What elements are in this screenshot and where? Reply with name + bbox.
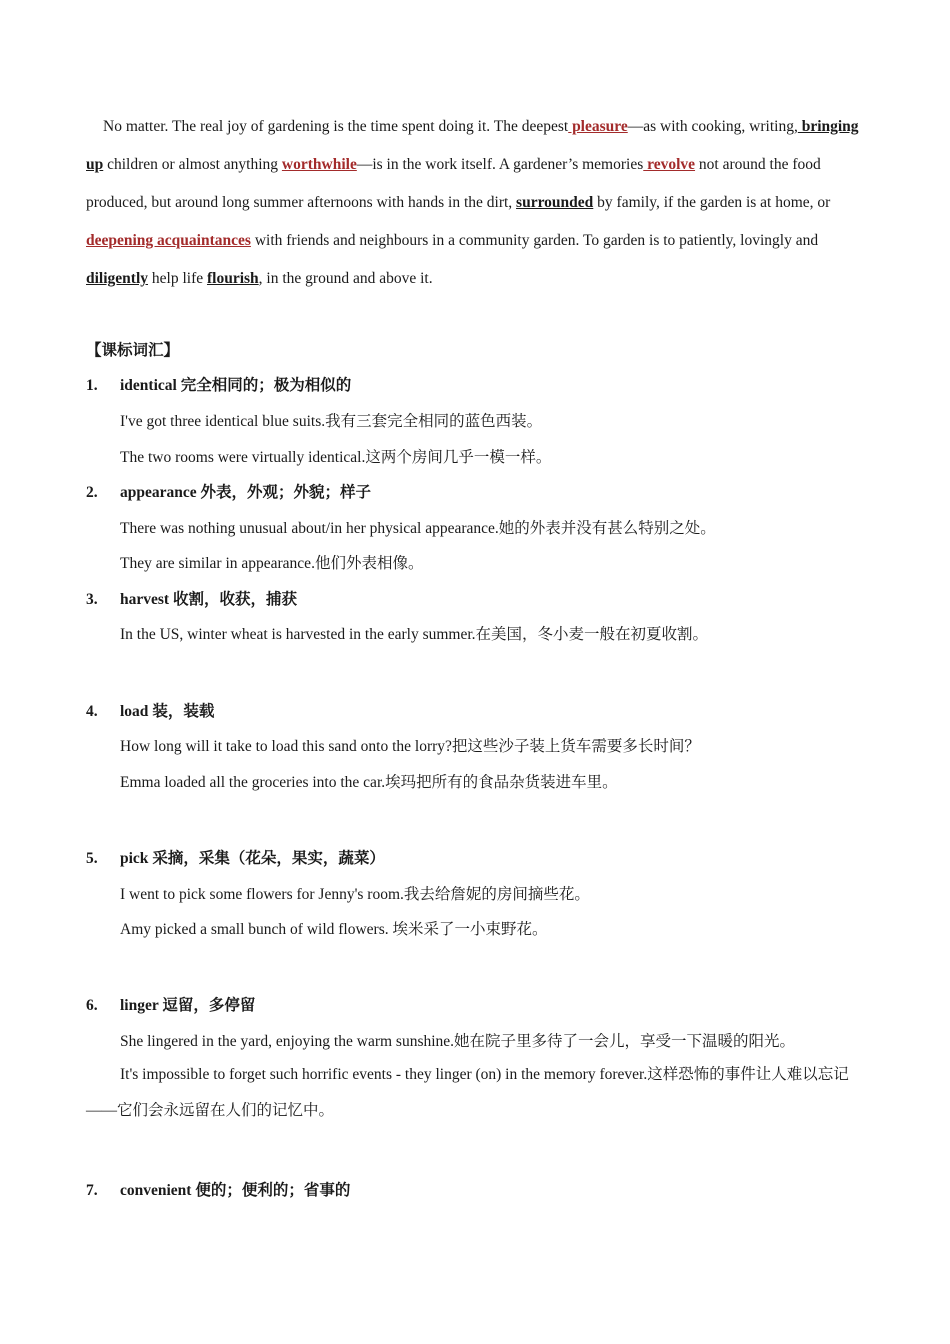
entry-number: 5. bbox=[86, 850, 98, 867]
section-title: 【课标词汇】 bbox=[86, 342, 180, 359]
vocab-entry-7-heading bbox=[86, 1178, 350, 1200]
entry-meaning: 完全相同的；极为相似的 bbox=[180, 377, 352, 394]
highlight-word-diligently: diligently bbox=[86, 270, 149, 287]
highlight-word-bringing-up: bringing up bbox=[86, 118, 859, 173]
passage-text: help life bbox=[148, 270, 207, 287]
entry-number: 7. bbox=[86, 1182, 98, 1199]
entry-meaning: 采摘，采集（花朵，果实，蔬菜） bbox=[152, 850, 385, 867]
passage-text: , in the ground and above it. bbox=[258, 270, 433, 287]
passage-text: No matter. The real joy of gardening is the time spent doing it. The deepest bbox=[103, 118, 569, 135]
highlight-word-pleasure: pleasure bbox=[568, 118, 628, 135]
vocab-entry-1-heading bbox=[86, 373, 351, 395]
entry-meaning: 外表，外观；外貌；样子 bbox=[200, 484, 372, 501]
highlight-word-revolve: revolve bbox=[643, 156, 696, 173]
entry-meaning: 装，装载 bbox=[152, 703, 215, 720]
example-sentence: Emma loaded all the groceries into the car.埃玛把所有的食品杂货装进车里。 bbox=[120, 774, 618, 791]
passage-text: —is in the work itself. A gardener’s memories bbox=[356, 156, 644, 173]
passage-text: —as with cooking, writing, bbox=[627, 118, 798, 135]
entry-word: pick bbox=[120, 850, 149, 867]
vocab-entry-5-heading bbox=[86, 846, 385, 868]
example-sentence: The two rooms were virtually identical.这两个房间几乎一模一样。 bbox=[120, 449, 552, 466]
entry-word: load bbox=[120, 703, 149, 720]
example-sentence: There was nothing unusual about/in her physical appearance.她的外表并没有甚么特别之处。 bbox=[120, 520, 716, 537]
example-sentence: How long will it take to load this sand onto the lorry?把这些沙子装上货车需要多长时间？ bbox=[120, 738, 700, 755]
example-sentence: She lingered in the yard, enjoying the warm sunshine.她在院子里多待了一会儿，享受一下温暖的阳光。 bbox=[120, 1033, 796, 1050]
vocab-entry-2-heading bbox=[86, 480, 371, 502]
vocab-entry-3-heading bbox=[86, 587, 297, 609]
entry-word: convenient bbox=[120, 1182, 192, 1199]
example-sentence: I've got three identical blue suits.我有三套完全相同的蓝色西装。 bbox=[120, 413, 543, 430]
passage-text: by family, if the garden is at home, or bbox=[593, 194, 831, 211]
entry-meaning: 逗留，多停留 bbox=[162, 997, 256, 1014]
passage-text: children or almost anything bbox=[103, 156, 282, 173]
passage-text: with friends and neighbours in a community garden. To garden is to patiently, lovingly and bbox=[250, 232, 819, 249]
reading-passage bbox=[86, 108, 876, 298]
entry-number: 4. bbox=[86, 703, 98, 720]
passage-text: not around the food produced, but around long summer afternoons with hands in the dirt, bbox=[86, 156, 821, 211]
vocab-entry-6-heading bbox=[86, 993, 255, 1015]
highlight-word-worthwhile: worthwhile bbox=[281, 156, 357, 173]
vocab-entry-4-heading bbox=[86, 699, 214, 721]
entry-meaning: 便的；便利的；省事的 bbox=[195, 1182, 351, 1199]
highlight-word-deepening-acquaintances: deepening acquaintances bbox=[86, 232, 251, 249]
entry-meaning: 收割，收获，捕获 bbox=[172, 591, 297, 608]
entry-number: 6. bbox=[86, 997, 98, 1014]
example-sentence: I went to pick some flowers for Jenny's room.我去给詹妮的房间摘些花。 bbox=[120, 886, 590, 903]
example-sentence: Amy picked a small bunch of wild flowers. 埃米采了一小束野花。 bbox=[120, 921, 548, 938]
highlight-word-flourish: flourish bbox=[206, 270, 259, 287]
highlight-word-surrounded: surrounded bbox=[516, 194, 594, 211]
example-sentence: In the US, winter wheat is harvested in the early summer.在美国，冬小麦一般在初夏收割。 bbox=[120, 626, 709, 643]
entry-word: appearance bbox=[120, 484, 197, 501]
entry-word: linger bbox=[120, 997, 159, 1014]
entry-word: identical bbox=[120, 377, 177, 394]
entry-number: 1. bbox=[86, 377, 98, 394]
example-sentence: It's impossible to forget such horrific events - they linger (on) in the memory forever.这样恐怖的事件让人难以忘记——它们会永远留在人们的记忆中。 bbox=[86, 1066, 849, 1119]
entry-number: 3. bbox=[86, 591, 98, 608]
entry-word: harvest bbox=[120, 591, 170, 608]
entry-number: 2. bbox=[86, 484, 98, 501]
example-sentence: They are similar in appearance.他们外表相像。 bbox=[120, 555, 424, 572]
